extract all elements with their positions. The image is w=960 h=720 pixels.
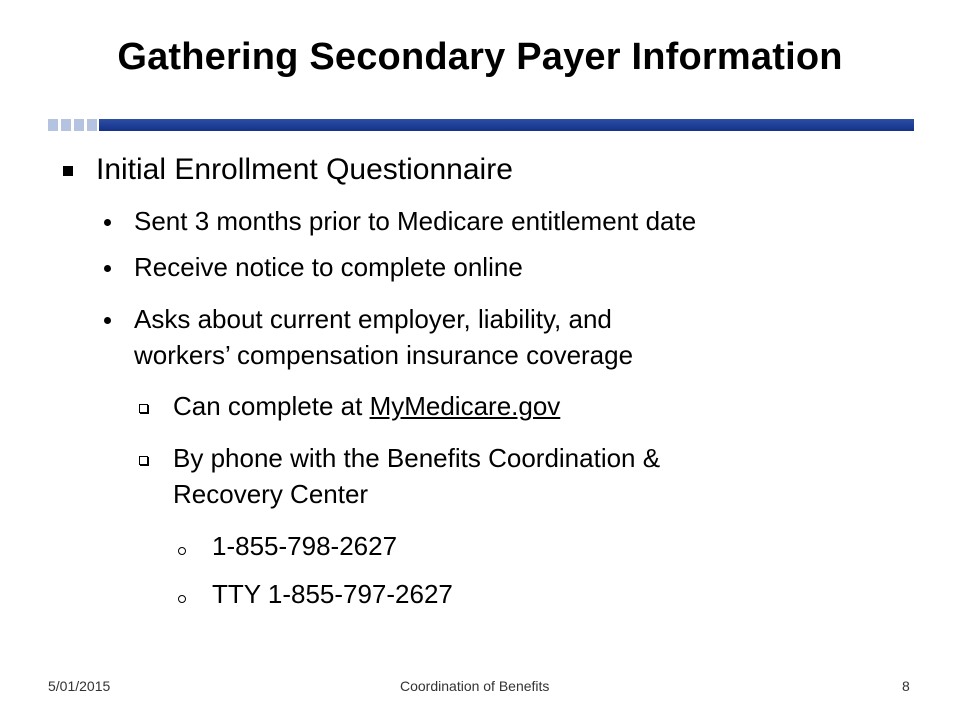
- online-prefix: Can complete at: [173, 391, 363, 421]
- bullet-receive-notice: Receive notice to complete online: [134, 252, 523, 282]
- checkbox-bullet-icon: [139, 404, 148, 413]
- dot-bullet-icon: [104, 317, 111, 324]
- circle-bullet-icon: [178, 547, 186, 555]
- bullet-asks-line2: workers’ compensation insurance coverage: [134, 340, 634, 370]
- sub-bullet-online: [173, 391, 560, 422]
- section-heading: Initial Enrollment Questionnaire: [96, 153, 513, 186]
- phone-number: 1-855-798-2627: [212, 531, 398, 561]
- dot-bullet-icon: [104, 219, 111, 226]
- footer-date: 5/01/2015: [48, 678, 111, 694]
- bullet-asks-line1: Asks about current employer, liability, and: [134, 304, 612, 334]
- square-bullet-icon: [63, 166, 73, 176]
- footer-page-number: 8: [902, 678, 910, 694]
- footer-title: Coordination of Benefits: [400, 678, 550, 694]
- circle-bullet-icon: [178, 595, 186, 603]
- tty-number: TTY 1-855-797-2627: [212, 579, 453, 609]
- dot-bullet-icon: [104, 265, 111, 272]
- checkbox-bullet-icon: [139, 456, 148, 465]
- sub-bullet-phone-line2: Recovery Center: [173, 479, 369, 509]
- bullet-sent-timing: Sent 3 months prior to Medicare entitlement date: [134, 206, 697, 236]
- mymedicare-link[interactable]: MyMedicare.gov: [369, 391, 561, 421]
- sub-bullet-phone-line1: By phone with the Benefits Coordination &: [173, 443, 661, 473]
- slide-title: Gathering Secondary Payer Information: [117, 36, 843, 78]
